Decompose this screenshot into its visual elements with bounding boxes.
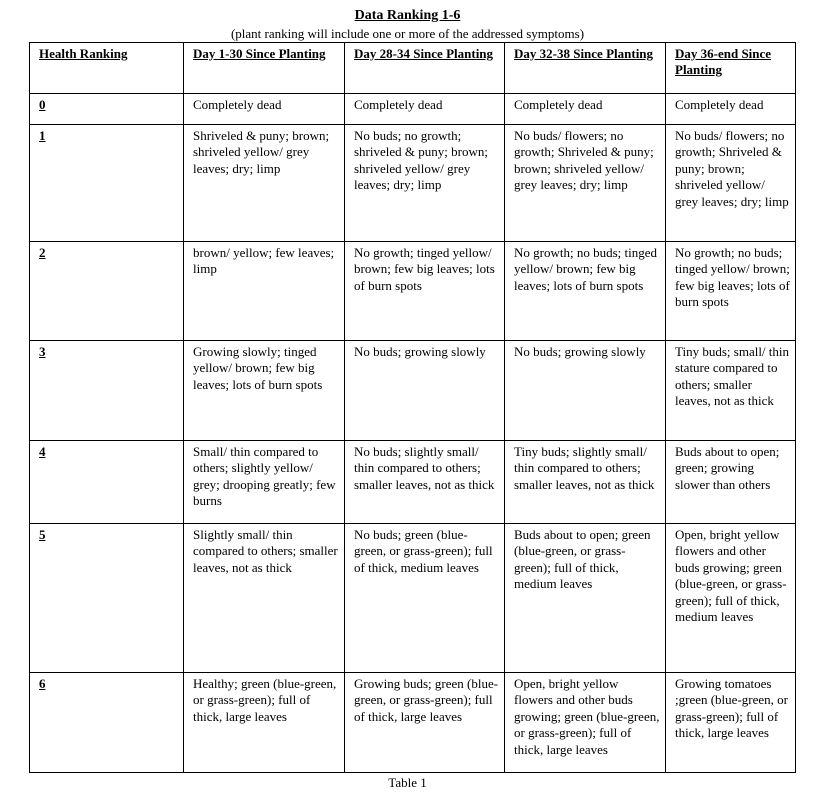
- table-cell: Completely dead: [345, 94, 505, 125]
- table-cell: Shriveled & puny; brown; shriveled yellow/ grey leaves; dry; limp: [184, 125, 345, 242]
- table-row: [30, 673, 796, 773]
- table-cell: Open, bright yellow flowers and other buds growing; green (blue-green, or grass-green); full of thick, medium leaves: [666, 524, 796, 673]
- rank-cell: 5: [30, 524, 184, 673]
- rank-cell: 4: [30, 441, 184, 524]
- rank-cell: 6: [30, 673, 184, 773]
- column-header-day-1-30: Day 1-30 Since Planting: [184, 43, 345, 94]
- table-cell: brown/ yellow; few leaves; limp: [184, 242, 345, 341]
- table-cell: Growing buds; green (blue-green, or grass-green); full of thick, large leaves: [345, 673, 505, 773]
- rank-cell: 3: [30, 341, 184, 441]
- rank-cell: 1: [30, 125, 184, 242]
- table-cell: Completely dead: [184, 94, 345, 125]
- table-row: [30, 524, 796, 673]
- table-row: [30, 125, 796, 242]
- table-cell: No buds; no growth; shriveled & puny; brown; shriveled yellow/ grey leaves; dry; limp: [345, 125, 505, 242]
- table-row: [30, 441, 796, 524]
- document-title: Data Ranking 1-6: [354, 8, 461, 23]
- column-header-day-28-34: Day 28-34 Since Planting: [345, 43, 505, 94]
- table-cell: No buds/ flowers; no growth; Shriveled & puny; brown; shriveled yellow/ grey leaves; dry; limp: [666, 125, 796, 242]
- table-cell: No growth; tinged yellow/ brown; few big leaves; lots of burn spots: [345, 242, 505, 341]
- table-cell: Healthy; green (blue-green, or grass-green); full of thick, large leaves: [184, 673, 345, 773]
- table-cell: Growing tomatoes ;green (blue-green, or grass-green); full of thick, large leaves: [666, 673, 796, 773]
- document-subtitle: (plant ranking will include one or more of the addressed symptoms): [230, 26, 585, 41]
- rank-cell: 0: [30, 94, 184, 125]
- table-cell: No buds; slightly small/ thin compared to others; smaller leaves, not as thick: [345, 441, 505, 524]
- table-cell: No buds; green (blue-green, or grass-green); full of thick, medium leaves: [345, 524, 505, 673]
- table-cell: Slightly small/ thin compared to others; smaller leaves, not as thick: [184, 524, 345, 673]
- table-caption: Table 1: [388, 775, 427, 790]
- table-cell: Tiny buds; slightly small/ thin compared to others; smaller leaves, not as thick: [505, 441, 666, 524]
- table-cell: Buds about to open; green (blue-green, or grass-green); full of thick, medium leaves: [505, 524, 666, 673]
- table-cell: Completely dead: [666, 94, 796, 125]
- table-cell: Buds about to open; green; growing slower than others: [666, 441, 796, 524]
- column-header-day-32-38: Day 32-38 Since Planting: [505, 43, 666, 94]
- table-cell: No buds; growing slowly: [505, 341, 666, 441]
- table-cell: No growth; no buds; tinged yellow/ brown; few big leaves; lots of burn spots: [505, 242, 666, 341]
- table-cell: Tiny buds; small/ thin stature compared to others; smaller leaves, not as thick: [666, 341, 796, 441]
- table-cell: Completely dead: [505, 94, 666, 125]
- ranking-table: [29, 42, 796, 773]
- table-cell: No buds/ flowers; no growth; Shriveled & puny; brown; shriveled yellow/ grey leaves; dry; limp: [505, 125, 666, 242]
- table-row: [30, 94, 796, 125]
- table-cell: No buds; growing slowly: [345, 341, 505, 441]
- column-header-day-36-end: Day 36-end Since Planting: [666, 43, 796, 94]
- table-cell: Small/ thin compared to others; slightly yellow/ grey; drooping greatly; few burns: [184, 441, 345, 524]
- rank-cell: 2: [30, 242, 184, 341]
- table-cell: Growing slowly; tinged yellow/ brown; few big leaves; lots of burn spots: [184, 341, 345, 441]
- table-cell: Open, bright yellow flowers and other buds growing; green (blue-green, or grass-green); full of thick, large leaves: [505, 673, 666, 773]
- table-cell: No growth; no buds; tinged yellow/ brown; few big leaves; lots of burn spots: [666, 242, 796, 341]
- table-header-row: [30, 43, 796, 94]
- column-header-health-ranking: Health Ranking: [30, 43, 184, 94]
- table-row: [30, 242, 796, 341]
- table-row: [30, 341, 796, 441]
